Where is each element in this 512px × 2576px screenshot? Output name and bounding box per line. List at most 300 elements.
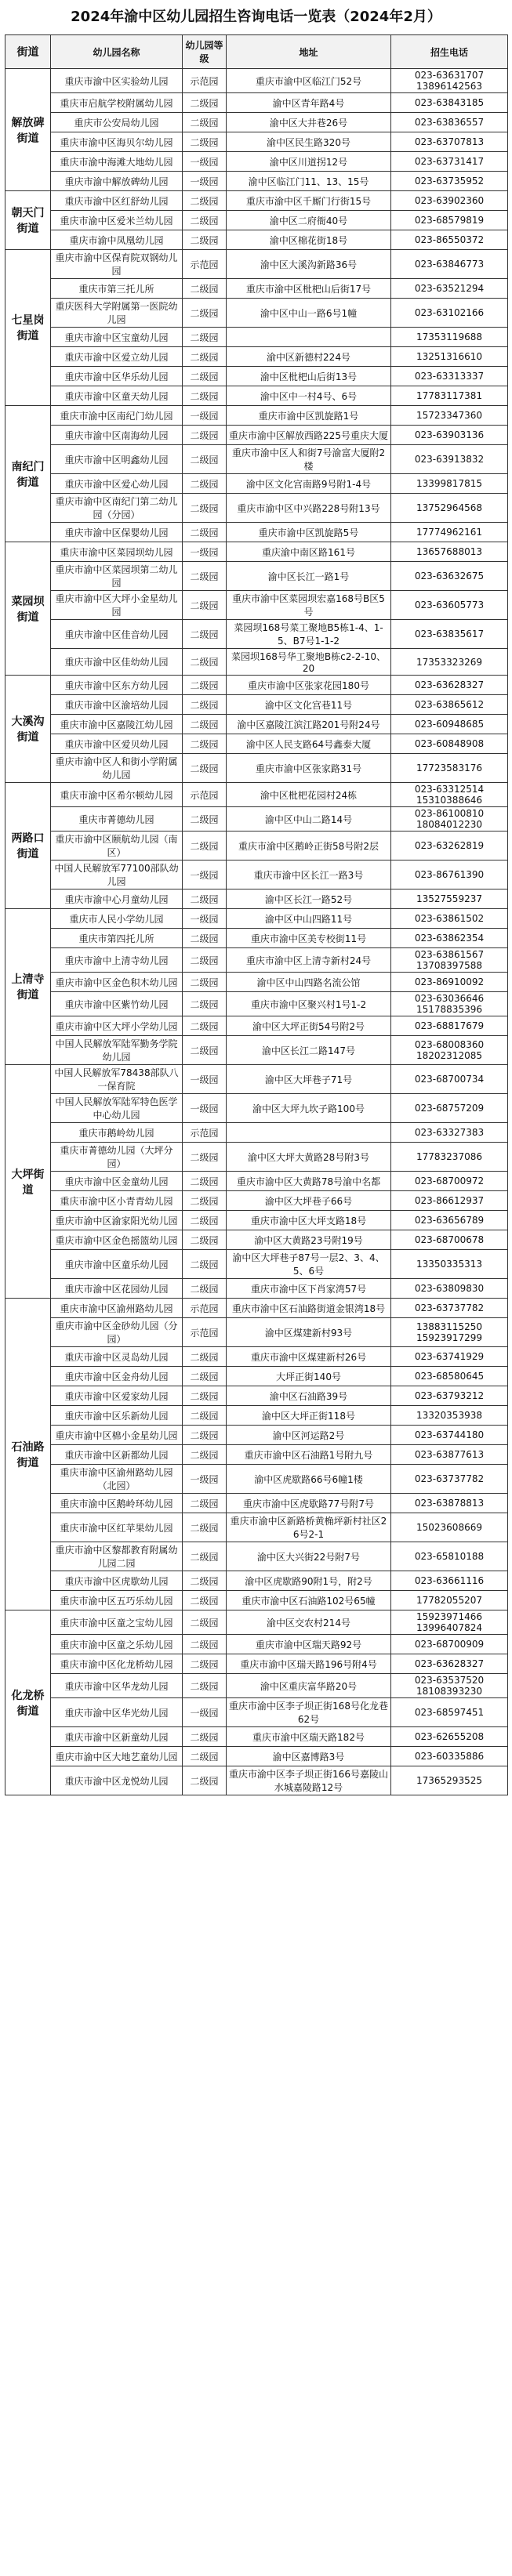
address-cell: 重庆渝中南区路161号 <box>227 542 391 562</box>
kindergarten-name-cell: 中国人民解放军陆军勤务学院幼儿园 <box>51 1036 183 1065</box>
level-cell: 二级园 <box>183 1016 227 1036</box>
phone-cell <box>391 1318 508 1347</box>
level-cell: 示范园 <box>183 1299 227 1318</box>
level-cell: 二级园 <box>183 494 227 523</box>
level-cell: 二级园 <box>183 1426 227 1445</box>
phone-cell <box>391 1406 508 1426</box>
phone-number: 023-63843185 <box>414 97 485 108</box>
address-cell: 重庆市渝中区煤建新村26号 <box>227 1347 391 1367</box>
address-cell: 重庆市渝中区瑞天路196号附4号 <box>227 1654 391 1674</box>
kindergarten-name-cell: 重庆市渝中区南海幼儿园 <box>51 426 183 445</box>
kindergarten-name-cell: 重庆市渝中区颐航幼儿园（南区） <box>51 831 183 860</box>
phone-number: 17774962161 <box>416 527 482 538</box>
kindergarten-name-cell: 重庆市渝中区大地艺童幼儿园 <box>51 1747 183 1766</box>
kindergarten-name-cell: 重庆市渝中区金色积木幼儿园 <box>51 973 183 992</box>
kindergarten-name-cell: 重庆市渝中心月童幼儿园 <box>51 889 183 909</box>
phone-cell <box>391 132 508 152</box>
phone-number: 15310388646 <box>416 795 482 806</box>
phone-number: 023-68579819 <box>414 215 485 226</box>
phone-cell <box>391 1513 508 1542</box>
phone-number: 023-63656789 <box>414 1215 485 1226</box>
table-row <box>5 279 508 299</box>
phone-number: 13883115250 <box>416 1321 482 1332</box>
phone-number: 023-63036646 <box>414 993 485 1004</box>
address-cell: 重庆市渝中区李子坝正街166号嘉陵山水城嘉陵路12号 <box>227 1766 391 1795</box>
table-row <box>5 734 508 754</box>
phone-number: 17353323269 <box>416 656 482 668</box>
phone-cell <box>391 542 508 562</box>
table-row <box>5 69 508 93</box>
level-cell: 二级园 <box>183 1766 227 1795</box>
table-row <box>5 1347 508 1367</box>
phone-number: 13527559237 <box>416 893 482 904</box>
address-cell: 重庆市渝中区凯旋路5号 <box>227 523 391 542</box>
address-cell: 重庆市渝中区石油路102号65幢 <box>227 1591 391 1610</box>
table-row <box>5 132 508 152</box>
table-row <box>5 1094 508 1123</box>
table-row <box>5 1766 508 1795</box>
kindergarten-name-cell: 重庆市渝中区红舒幼儿园 <box>51 191 183 211</box>
address-cell: 渝中区人民支路64号鑫泰大厦 <box>227 734 391 754</box>
phone-cell <box>391 929 508 948</box>
phone-cell <box>391 1747 508 1766</box>
level-cell: 示范园 <box>183 250 227 279</box>
table-row <box>5 1123 508 1143</box>
phone-cell <box>391 1123 508 1143</box>
phone-cell <box>391 250 508 279</box>
phone-cell <box>391 1094 508 1123</box>
phone-number: 13996407824 <box>416 1622 482 1633</box>
address-cell: 渝中区文化宫南路9号附1-4号 <box>227 474 391 494</box>
phone-number: 023-63605773 <box>414 600 485 610</box>
kindergarten-name-cell: 重庆市渝中区南纪门幼儿园 <box>51 406 183 426</box>
level-cell: 二级园 <box>183 230 227 250</box>
table-row <box>5 191 508 211</box>
level-cell: 一级园 <box>183 406 227 426</box>
table-row <box>5 1299 508 1318</box>
address-cell: 渝中区大坪九坎子路100号 <box>227 1094 391 1123</box>
phone-cell <box>391 831 508 860</box>
kindergarten-name-cell: 重庆市第四托儿所 <box>51 929 183 948</box>
address-cell: 重庆市渝中区大黄路78号渝中名都 <box>227 1172 391 1191</box>
address-cell: 渝中区石油路39号 <box>227 1386 391 1406</box>
phone-cell <box>391 1279 508 1299</box>
level-cell: 二级园 <box>183 1591 227 1610</box>
level-cell: 一级园 <box>183 1065 227 1094</box>
level-cell: 二级园 <box>183 1406 227 1426</box>
phone-cell <box>391 1347 508 1367</box>
level-cell: 二级园 <box>183 191 227 211</box>
phone-cell <box>391 948 508 973</box>
phone-cell <box>391 191 508 211</box>
phone-number: 023-65810188 <box>414 1551 485 1562</box>
address-cell: 重庆市渝中区聚兴村1号1-2 <box>227 992 391 1016</box>
address-cell: 渝中区枇杷山后街13号 <box>227 367 391 386</box>
level-cell: 示范园 <box>183 69 227 93</box>
kindergarten-name-cell: 重庆市渝中区金砂幼儿园（分园） <box>51 1318 183 1347</box>
table-row <box>5 1172 508 1191</box>
kindergarten-name-cell: 重庆市渝中区小青青幼儿园 <box>51 1191 183 1211</box>
phone-number: 17783237086 <box>416 1151 482 1162</box>
kindergarten-name-cell: 重庆市启航学校附属幼儿园 <box>51 93 183 113</box>
table-row <box>5 1513 508 1542</box>
level-cell: 二级园 <box>183 1036 227 1065</box>
phone-number: 023-63737782 <box>414 1473 485 1484</box>
phone-cell <box>391 152 508 172</box>
address-cell: 渝中区川道拐12号 <box>227 152 391 172</box>
address-cell: 大坪正街140号 <box>227 1367 391 1386</box>
phone-number: 023-63737782 <box>414 1302 485 1313</box>
address-cell: 重庆市渝中区凯旋路1号 <box>227 406 391 426</box>
table-row <box>5 1610 508 1635</box>
table-row <box>5 211 508 230</box>
phone-number: 17783117381 <box>416 390 482 401</box>
address-cell: 重庆市渝中区李子坝正街168号化龙巷62号 <box>227 1698 391 1727</box>
address-cell: 重庆市渝中区千厮门行街15号 <box>227 191 391 211</box>
address-cell: 重庆市渝中区下肖家湾57号 <box>227 1279 391 1299</box>
phone-number: 023-68757209 <box>414 1103 485 1114</box>
level-cell: 二级园 <box>183 1279 227 1299</box>
header-name: 幼儿园名称 <box>51 35 183 69</box>
level-cell: 一级园 <box>183 542 227 562</box>
address-cell: 渝中区虎歇路90附1号，附2号 <box>227 1571 391 1591</box>
level-cell: 二级园 <box>183 1250 227 1279</box>
address-cell: 重庆市渝中区张家花园180号 <box>227 676 391 695</box>
phone-cell <box>391 523 508 542</box>
kindergarten-name-cell: 重庆市渝中区渝培幼儿园 <box>51 695 183 715</box>
address-cell: 渝中区嘉陵江滨江路201号附24号 <box>227 715 391 734</box>
table-row <box>5 172 508 191</box>
phone-number: 18202312085 <box>416 1050 482 1061</box>
phone-number: 023-60335886 <box>414 1751 485 1762</box>
phone-cell <box>391 860 508 889</box>
phone-cell <box>391 973 508 992</box>
address-cell: 渝中区中山四路名流公馆 <box>227 973 391 992</box>
address-cell: 重庆市渝中区石油路街道金银湾18号 <box>227 1299 391 1318</box>
phone-cell <box>391 1367 508 1386</box>
table-row <box>5 386 508 406</box>
address-cell: 渝中区长江一路1号 <box>227 562 391 591</box>
kindergarten-name-cell: 重庆市渝中区爱心幼儿园 <box>51 474 183 494</box>
street-cell: 大溪沟街道 <box>5 676 51 783</box>
address-cell: 渝中区大井巷26号 <box>227 113 391 132</box>
level-cell: 二级园 <box>183 1542 227 1571</box>
phone-cell <box>391 562 508 591</box>
page-title: 2024年渝中区幼儿园招生咨询电话一览表（2024年2月） <box>71 9 441 25</box>
level-cell: 二级园 <box>183 1727 227 1747</box>
level-cell: 二级园 <box>183 591 227 620</box>
phone-number: 023-62655208 <box>414 1731 485 1742</box>
phone-cell <box>391 1386 508 1406</box>
address-cell: 渝中区民生路320号 <box>227 132 391 152</box>
phone-cell <box>391 279 508 299</box>
phone-number: 023-63793212 <box>414 1390 485 1401</box>
level-cell: 二级园 <box>183 734 227 754</box>
phone-cell <box>391 1143 508 1172</box>
level-cell: 二级园 <box>183 93 227 113</box>
table-row <box>5 93 508 113</box>
kindergarten-name-cell: 重庆市人民小学幼儿园 <box>51 909 183 929</box>
address-cell: 重庆市渝中区石油路1号附九号 <box>227 1445 391 1465</box>
street-cell: 两路口街道 <box>5 783 51 909</box>
phone-cell <box>391 1727 508 1747</box>
kindergarten-name-cell: 重庆市菁德幼儿园 <box>51 807 183 831</box>
table-row <box>5 406 508 426</box>
table-row <box>5 1674 508 1698</box>
kindergarten-name-cell: 重庆市渝中区菜园坝幼儿园 <box>51 542 183 562</box>
level-cell: 二级园 <box>183 523 227 542</box>
phone-number: 13350335313 <box>416 1259 482 1270</box>
address-cell: 重庆市渝中区枇杷山后街17号 <box>227 279 391 299</box>
kindergarten-name-cell: 重庆市公安局幼儿园 <box>51 113 183 132</box>
address-cell: 渝中区嘉博路3号 <box>227 1747 391 1766</box>
header-phone: 招生电话 <box>391 35 508 69</box>
phone-cell <box>391 807 508 831</box>
phone-cell <box>391 406 508 426</box>
phone-cell <box>391 1016 508 1036</box>
table-row <box>5 1654 508 1674</box>
phone-cell <box>391 445 508 474</box>
address-cell: 渝中区煤建新村93号 <box>227 1318 391 1347</box>
phone-cell <box>391 889 508 909</box>
kindergarten-name-cell: 重庆市渝中区爱家幼儿园 <box>51 1386 183 1406</box>
address-cell: 重庆市渝中区美专校街11号 <box>227 929 391 948</box>
phone-number: 023-63731417 <box>414 156 485 167</box>
level-cell: 二级园 <box>183 649 227 676</box>
phone-number: 023-63902360 <box>414 195 485 206</box>
level-cell: 二级园 <box>183 132 227 152</box>
phone-number: 023-63861567 <box>414 949 485 960</box>
address-cell: 渝中区长江一路52号 <box>227 889 391 909</box>
level-cell: 二级园 <box>183 426 227 445</box>
phone-cell <box>391 1674 508 1698</box>
address-cell: 渝中区大坪巷子66号 <box>227 1191 391 1211</box>
phone-number: 023-68700909 <box>414 1639 485 1650</box>
phone-number: 023-68008360 <box>414 1039 485 1050</box>
kindergarten-name-cell: 重庆市渝中区东方幼儿园 <box>51 676 183 695</box>
phone-cell <box>391 494 508 523</box>
address-cell: 渝中区长江二路147号 <box>227 1036 391 1065</box>
address-cell: 重庆市渝中区长江一路3号 <box>227 860 391 889</box>
phone-cell <box>391 211 508 230</box>
kindergarten-name-cell: 重庆市渝中区保育院双钢幼儿园 <box>51 250 183 279</box>
header-street: 街道 <box>5 35 51 69</box>
level-cell: 二级园 <box>183 1635 227 1654</box>
phone-number: 15723347360 <box>416 410 482 421</box>
kindergarten-name-cell: 中国人民解放军陆军特色医学中心幼儿园 <box>51 1094 183 1123</box>
level-cell: 二级园 <box>183 715 227 734</box>
level-cell: 二级园 <box>183 1191 227 1211</box>
kindergarten-name-cell: 重庆市菁德幼儿园（大坪分园） <box>51 1143 183 1172</box>
address-cell <box>227 1123 391 1143</box>
table-row <box>5 831 508 860</box>
phone-number: 023-86761390 <box>414 869 485 880</box>
phone-cell <box>391 620 508 649</box>
kindergarten-name-cell: 重庆市渝中区红苹果幼儿园 <box>51 1513 183 1542</box>
kindergarten-name-cell: 重庆市渝中区鹅岭环幼儿园 <box>51 1494 183 1513</box>
phone-number: 023-63903136 <box>414 429 485 440</box>
table-row <box>5 929 508 948</box>
level-cell: 二级园 <box>183 831 227 860</box>
kindergarten-name-cell: 重庆市渝中区希尔顿幼儿园 <box>51 783 183 807</box>
level-cell: 二级园 <box>183 445 227 474</box>
phone-number: 023-63521294 <box>414 283 485 294</box>
level-cell: 一级园 <box>183 860 227 889</box>
kindergarten-name-cell: 重庆市渝中区金舟幼儿园 <box>51 1367 183 1386</box>
phone-number: 023-63835617 <box>414 629 485 639</box>
kindergarten-name-cell: 重庆市渝中区棉小金星幼儿园 <box>51 1426 183 1445</box>
kindergarten-name-cell: 重庆市渝中区实验幼儿园 <box>51 69 183 93</box>
phone-number: 023-86612937 <box>414 1195 485 1206</box>
phone-number: 023-60848908 <box>414 738 485 749</box>
phone-cell <box>391 1172 508 1191</box>
table-row <box>5 783 508 807</box>
street-cell: 石油路街道 <box>5 1299 51 1610</box>
level-cell: 二级园 <box>183 948 227 973</box>
phone-number: 023-63537520 <box>414 1675 485 1686</box>
kindergarten-name-cell: 重庆市渝中区大坪小金星幼儿园 <box>51 591 183 620</box>
table-row <box>5 649 508 676</box>
address-cell: 重庆市渝中区虎歇路77号附7号 <box>227 1494 391 1513</box>
level-cell: 示范园 <box>183 1123 227 1143</box>
kindergarten-name-cell: 重庆市渝中区童天幼儿园 <box>51 386 183 406</box>
phone-cell <box>391 1766 508 1795</box>
phone-cell <box>391 734 508 754</box>
phone-number: 18108393230 <box>416 1686 482 1697</box>
table-row <box>5 328 508 347</box>
kindergarten-name-cell: 重庆市渝中区菜园坝第二幼儿园 <box>51 562 183 591</box>
level-cell: 一级园 <box>183 1094 227 1123</box>
address-cell: 渝中区新德村224号 <box>227 347 391 367</box>
level-cell: 二级园 <box>183 279 227 299</box>
phone-number: 023-68597451 <box>414 1707 485 1718</box>
level-cell: 一级园 <box>183 1465 227 1494</box>
level-cell: 示范园 <box>183 783 227 807</box>
table-row <box>5 695 508 715</box>
table-row <box>5 860 508 889</box>
level-cell: 二级园 <box>183 754 227 783</box>
kindergarten-name-cell: 重庆市渝中区金色摇篮幼儿园 <box>51 1230 183 1250</box>
phone-cell <box>391 1211 508 1230</box>
table-row <box>5 992 508 1016</box>
phone-cell <box>391 695 508 715</box>
address-cell: 菜园坝168号华工聚地B栋c2-2-10、20 <box>227 649 391 676</box>
kindergarten-name-cell: 重庆市渝中区渝家阳光幼儿园 <box>51 1211 183 1230</box>
address-cell: 渝中区大坪正街54号附2号 <box>227 1016 391 1036</box>
address-cell: 渝中区大兴街22号附7号 <box>227 1542 391 1571</box>
table-row <box>5 1542 508 1571</box>
phone-number: 023-63631707 <box>414 70 485 81</box>
phone-number: 15923917299 <box>416 1332 482 1343</box>
phone-number: 17723583176 <box>416 763 482 774</box>
level-cell: 二级园 <box>183 1172 227 1191</box>
phone-number: 15923971466 <box>416 1611 482 1622</box>
phone-number: 15178835396 <box>416 1004 482 1015</box>
level-cell: 一级园 <box>183 172 227 191</box>
phone-cell <box>391 1299 508 1318</box>
street-cell: 化龙桥街道 <box>5 1610 51 1795</box>
phone-number: 023-63865612 <box>414 699 485 710</box>
kindergarten-name-cell: 重庆市渝中区乐新幼儿园 <box>51 1406 183 1426</box>
phone-number: 13657688013 <box>416 546 482 557</box>
table-row <box>5 1747 508 1766</box>
table-row <box>5 1494 508 1513</box>
address-cell: 重庆市渝中区解放西路225号重庆大厦 <box>227 426 391 445</box>
table-row <box>5 1191 508 1211</box>
address-cell: 渝中区文化宫巷11号 <box>227 695 391 715</box>
level-cell: 二级园 <box>183 807 227 831</box>
phone-number: 023-63735952 <box>414 176 485 187</box>
phone-number: 023-63628327 <box>414 679 485 690</box>
table-row <box>5 1036 508 1065</box>
phone-cell <box>391 909 508 929</box>
phone-number: 023-60948685 <box>414 719 485 730</box>
phone-number: 023-63878813 <box>414 1498 485 1509</box>
phone-cell <box>391 1230 508 1250</box>
kindergarten-name-cell: 重庆市渝中区海贝尔幼儿园 <box>51 132 183 152</box>
table-row <box>5 474 508 494</box>
phone-cell <box>391 1542 508 1571</box>
kindergarten-name-cell: 重庆市渝中区爱贝幼儿园 <box>51 734 183 754</box>
kindergarten-name-cell: 重庆市渝中区保婴幼儿园 <box>51 523 183 542</box>
table-row <box>5 1698 508 1727</box>
address-cell: 渝中区大坪正街118号 <box>227 1406 391 1426</box>
table-row <box>5 754 508 783</box>
phone-cell <box>391 591 508 620</box>
phone-number: 023-63877613 <box>414 1449 485 1460</box>
level-cell: 二级园 <box>183 386 227 406</box>
address-cell: 渝中区交农村214号 <box>227 1610 391 1635</box>
address-cell: 重庆市渝中区人和街7号渝富大厦附2楼 <box>227 445 391 474</box>
level-cell: 二级园 <box>183 620 227 649</box>
kindergarten-name-cell: 重庆市渝中区爱米兰幼儿园 <box>51 211 183 230</box>
address-cell: 渝中区中一村4号、6号 <box>227 386 391 406</box>
phone-cell <box>391 113 508 132</box>
phone-number: 023-68700972 <box>414 1176 485 1187</box>
phone-cell <box>391 230 508 250</box>
table-row <box>5 152 508 172</box>
address-cell: 渝中区大坪大黄路28号附3号 <box>227 1143 391 1172</box>
kindergarten-table <box>5 34 508 1795</box>
street-cell: 上清寺街道 <box>5 909 51 1065</box>
phone-number: 13708397588 <box>416 960 482 971</box>
address-cell: 渝中区大坪巷子87号一层2、3、4、5、6号 <box>227 1250 391 1279</box>
kindergarten-name-cell: 重庆市渝中区华龙幼儿园 <box>51 1674 183 1698</box>
street-cell: 菜园坝街道 <box>5 542 51 676</box>
phone-cell <box>391 1698 508 1727</box>
table-row <box>5 250 508 279</box>
address-cell: 渝中区大溪沟新路36号 <box>227 250 391 279</box>
address-cell: 重庆市渝中区菜园坝宏嘉168号B区5号 <box>227 591 391 620</box>
table-row <box>5 347 508 367</box>
phone-cell <box>391 1036 508 1065</box>
address-cell: 重庆市渝中区瑞天路92号 <box>227 1635 391 1654</box>
phone-number: 17353119688 <box>416 332 482 342</box>
table-row <box>5 523 508 542</box>
level-cell: 二级园 <box>183 1143 227 1172</box>
address-cell: 渝中区二府衙40号 <box>227 211 391 230</box>
level-cell: 二级园 <box>183 1386 227 1406</box>
address-cell: 渝中区中山四路11号 <box>227 909 391 929</box>
street-cell: 大坪街道 <box>5 1065 51 1299</box>
phone-cell <box>391 1445 508 1465</box>
table-row <box>5 1571 508 1591</box>
address-cell: 渝中区中山二路14号 <box>227 807 391 831</box>
table-row <box>5 1016 508 1036</box>
kindergarten-name-cell: 重庆市渝中海滩大地幼儿园 <box>51 152 183 172</box>
phone-number: 023-86100810 <box>414 808 485 819</box>
phone-number: 023-63327383 <box>414 1127 485 1138</box>
